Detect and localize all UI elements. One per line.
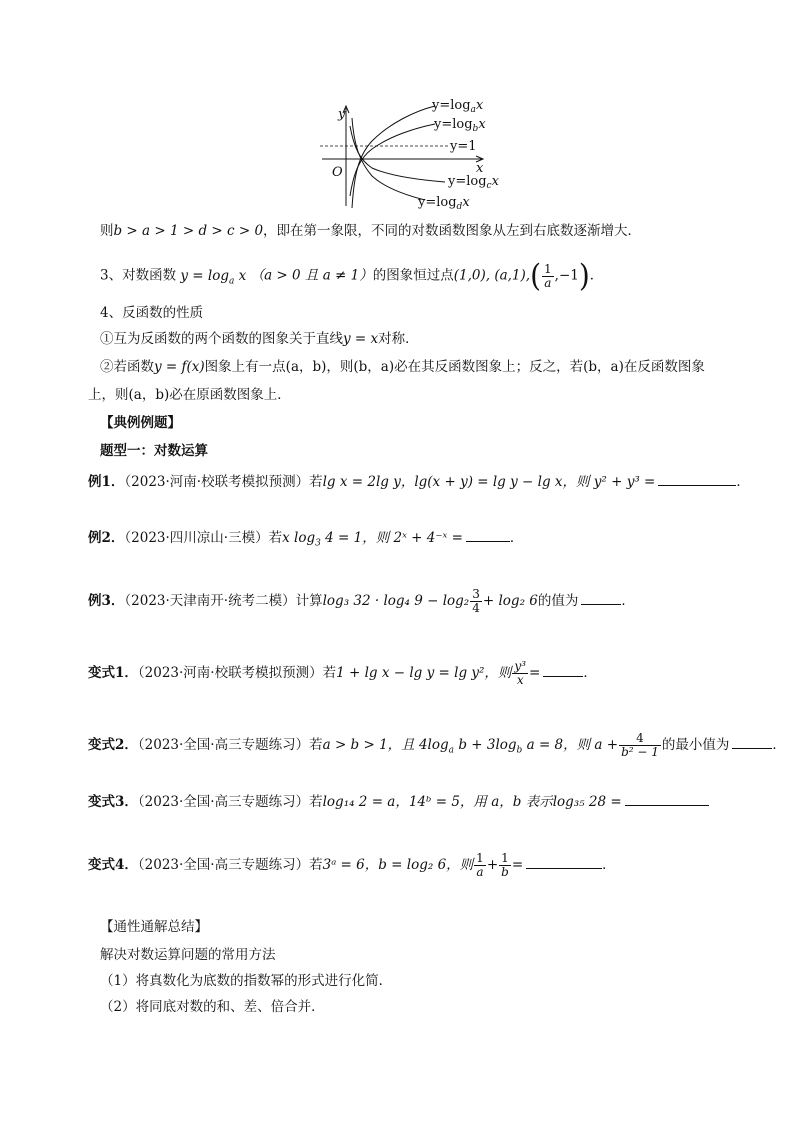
curve-log-a: [352, 106, 435, 208]
variant-1-fraction: $\frac{\text{y³}}{x}$: [514, 659, 527, 687]
answer-blank[interactable]: [526, 855, 602, 869]
function-expr: y = f(x): [154, 359, 205, 375]
order-suffix: ，即在第一象限，不同的对数函数图象从左到右底数逐渐增大．: [263, 223, 642, 239]
p3-func: $y = \log_a x$: [180, 267, 247, 287]
variant-2-label: 变式2．: [88, 737, 138, 753]
answer-blank[interactable]: [658, 472, 736, 486]
variant-4-source: （2023·全国·高三专题练习）若: [137, 857, 323, 873]
variant-4: 变式4．（2023·全国·高三专题练习）若3ᵃ = 6，b = log₂ 6，则 $\frac{1}{a}$ + $\frac{1}{b}$ = ．: [88, 851, 616, 879]
variant-3-expr: log₁₄ 2 = a，14ᵇ = 5，用 a，b 表示: [322, 794, 553, 810]
variant-4-label: 变式4．: [88, 857, 138, 873]
variant-4-expr: 3ᵃ = 6，b = log₂ 6，则: [322, 857, 474, 873]
order-expr: b > a > 1 > d > c > 0: [113, 223, 264, 239]
right-paren: ): [578, 257, 590, 294]
summary-line-2: （1）将真数化为底数的指数幂的形式进行化简．: [100, 973, 393, 989]
example-2-label: 例2．: [88, 530, 125, 546]
p3-intro: 3、对数函数: [100, 267, 177, 284]
example-3: 例3．（2023·天津南开·统考二模）计算log₃ 32 · log₄ 9 − log₂ $\frac{3}{4}$ + log₂ 6的值为 ．: [88, 587, 635, 615]
variant-4-fraction-2: $\frac{1}{b}$: [501, 851, 509, 879]
label-log-b: $y=\log_bx$: [434, 117, 486, 134]
answer-blank[interactable]: [625, 792, 709, 806]
variant-2: 变式2．（2023·全国·高三专题练习）若a > b > 1，且 $4\log_a$ $b + 3\log_b$ a = 8，则 a + $\frac{4}{\text{b² − 1}}$ 的最小值为 ．: [88, 731, 786, 759]
example-3-fraction: $\frac{3}{4}$: [472, 587, 480, 615]
label-log-d: $y=\log_dx$: [418, 195, 470, 212]
point-4-item-2-cont: 上，则(a，b)必在原函数图象上．: [88, 387, 291, 403]
summary-title: 【通性通解总结】: [100, 919, 208, 935]
variant-3: [88, 792, 709, 811]
variant-2-source: （2023·全国·高三专题练习）若: [137, 737, 323, 753]
p3-condition: （a > 0 且 a ≠ 1）: [250, 267, 373, 284]
point-4-item-1: ①互为反函数的两个函数的图象关于直线y = x对称．: [100, 331, 419, 347]
variant-4-fraction-1: $\frac{1}{a}$: [476, 851, 484, 879]
example-3-expr: log₃ 32 · log₄ 9 − log₂: [322, 593, 470, 609]
point-3-line: [100, 257, 604, 294]
p3-mid: 的图象恒过点: [372, 267, 454, 284]
order-prefix: 则: [100, 223, 114, 239]
example-1-source: （2023·河南·校联考模拟预测）若: [124, 474, 323, 490]
log-graph-svg: [310, 96, 510, 214]
log-graph-figure: [310, 96, 510, 214]
variant-2-expr: a > b > 1，且 $4\log_a$ $b + 3\log_b$ a = 8，则 a +: [322, 737, 619, 756]
label-y-equals-one: y=1: [450, 139, 477, 154]
variant-1: 变式1．（2023·河南·校联考模拟预测）若1 + lg x − lg y = lg y²，则 $\frac{\text{y³}}{x}$ = ．: [88, 659, 597, 687]
type-1-title: 题型一：对数运算: [100, 443, 208, 459]
answer-blank[interactable]: [581, 591, 621, 605]
variant-3-label: 变式3．: [88, 794, 138, 810]
variant-1-source: （2023·河南·校联考模拟预测）若: [137, 665, 337, 681]
example-2-source: （2023·四川凉山·三模）若: [124, 530, 283, 546]
answer-blank[interactable]: [466, 528, 510, 542]
summary-line-3: （2）将同底对数的和、差、倍合并．: [100, 999, 325, 1015]
label-log-a: $y=\log_ax$: [432, 98, 484, 115]
axis-y-label: y: [338, 107, 346, 122]
example-2-expr: x $\log_3 4 = 1$，则 2ˣ + 4⁻ˣ =: [282, 530, 463, 549]
answer-blank[interactable]: [543, 663, 583, 677]
example-1-label: 例1．: [88, 474, 125, 490]
base-order-line: [100, 222, 641, 240]
answer-blank[interactable]: [732, 735, 772, 749]
axis-x-label: x: [476, 161, 484, 176]
section-typical-examples: 【典例例题】: [100, 415, 181, 431]
example-1: 例1．（2023·河南·校联考模拟预测）若lg x = 2lg y，lg(x + y) = lg y − lg x，则 y² + y³ = ．: [88, 474, 750, 490]
label-log-c: $y=\log_cx$: [448, 174, 499, 191]
origin-label: O: [332, 165, 343, 180]
curve-log-c: [350, 126, 445, 182]
p3-end: ．: [589, 267, 604, 284]
example-2: 例2．（2023·四川凉山·三模）若x $\log_3 4 = 1$，则 2ˣ + 4⁻ˣ = ．: [88, 530, 524, 549]
p3-points: (1,0), (a,1),: [453, 267, 531, 284]
p3-fraction: $\frac{1}{a}$: [544, 261, 552, 290]
variant-1-label: 变式1．: [88, 665, 138, 681]
variant-1-expr: 1 + lg x − lg y = lg y²，则: [336, 665, 512, 681]
line-y-equals-x: y = x: [343, 331, 379, 347]
variant-2-fraction: $\frac{4}{\text{b² − 1}}$: [621, 731, 659, 759]
p3-tail: ,−1: [554, 267, 579, 284]
left-paren: (: [530, 257, 542, 294]
point-4-item-2: ②若函数y = f(x)图象上有一点(a，b)，则(b，a)必在其反函数图象上；反之，若(b，a)在反函数图象: [100, 359, 705, 375]
example-1-expr: lg x = 2lg y，lg(x + y) = lg y − lg x，则 y² + y³ =: [322, 474, 656, 490]
variant-3-expr-2: log₃₅ 28 =: [552, 794, 622, 810]
example-3-label: 例3．: [88, 593, 125, 609]
variant-3-source: （2023·全国·高三专题练习）若: [137, 794, 323, 810]
summary-line-1: 解决对数运算问题的常用方法: [100, 947, 276, 963]
example-3-expr-2: + log₂ 6: [482, 593, 538, 609]
example-3-source: （2023·天津南开·统考二模）计算: [124, 593, 323, 609]
point-4-title: 4、反函数的性质: [100, 305, 204, 321]
